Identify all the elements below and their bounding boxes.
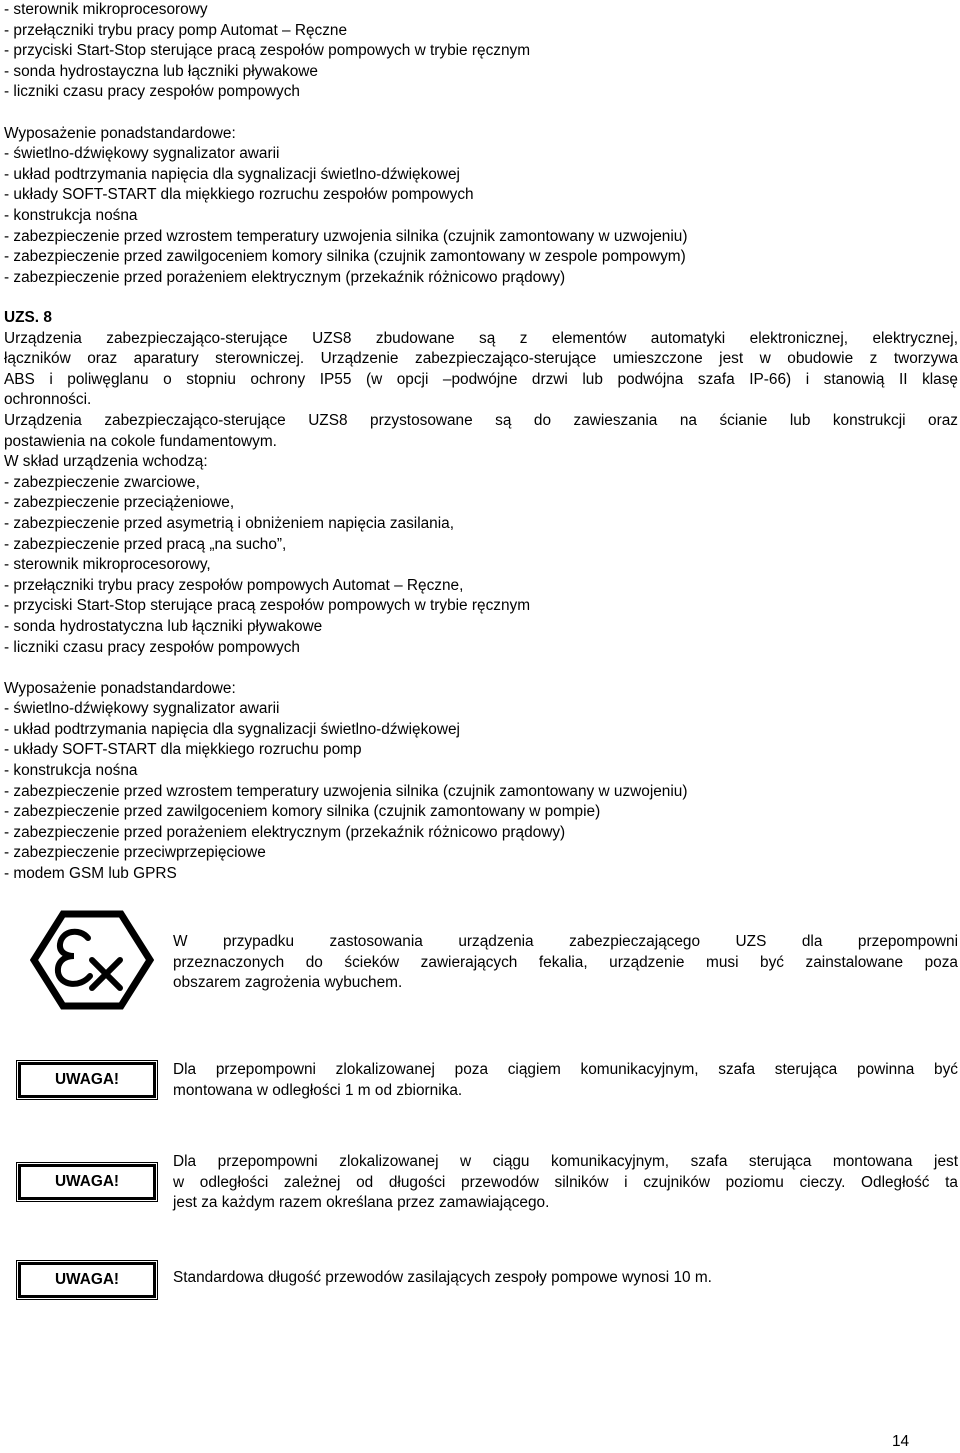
uzs8-section	[4, 308, 958, 885]
list-item: - liczniki czasu pracy zespołów pompowych	[4, 638, 300, 656]
list-item: - układy SOFT-START dla miękkiego rozruchu pomp	[4, 741, 362, 759]
warning-badge: UWAGA!	[18, 1262, 156, 1298]
list-item: - świetlno-dźwiękowy sygnalizator awarii	[4, 700, 280, 718]
warning-badge: UWAGA!	[18, 1164, 156, 1200]
list-item: - modem GSM lub GPRS	[4, 865, 177, 883]
paragraph-line: W przypadku zastosowania urządzenia zabezpieczającego UZS dla przepompowni	[173, 933, 958, 950]
paragraph-line: Dla przepompowni zlokalizowanej w ciągu komunikacyjnym, szafa sterująca montowana jest	[173, 1153, 958, 1170]
list-item: - przełączniki trybu pracy zespołów pompowych Automat – Ręczne,	[4, 576, 464, 594]
paragraph-line: Dla przepompowni zlokalizowanej poza ciągiem komunikacyjnym, szafa sterująca powinna być	[173, 1061, 958, 1078]
list-item: - zabezpieczenie przeciążeniowe,	[4, 494, 235, 512]
paragraph-line: Standardowa długość przewodów zasilających zespoły pompowe wynosi 10 m.	[173, 1269, 712, 1286]
page-number: 14	[892, 1433, 910, 1450]
paragraph-line: ochronności.	[4, 391, 92, 409]
list-item: - sonda hydrostatyczna lub łączniki pływakowe	[4, 617, 323, 635]
composition-heading: W skład urządzenia wchodzą:	[4, 453, 208, 471]
list-item: - układ podtrzymania napięcia dla sygnalizacji świetlno-dźwiękowej	[4, 165, 460, 183]
list-item: - przyciski Start-Stop sterujące pracą zespołów pompowych w trybie ręcznym	[4, 597, 531, 615]
ex-atex-hexagon-icon	[30, 910, 154, 1010]
paragraph-line: Urządzenia zabezpieczająco-sterujące UZS8 przystosowane są do zawieszania na ścianie lub konstrukcji oraz	[4, 411, 958, 429]
paragraph-line: przeznaczonych do ścieków zawierających fekalia, urządzenie musi być zainstalowane poza	[173, 953, 958, 971]
paragraph-line: Urządzenia zabezpieczająco-sterujące UZS8 zbudowane są z elementów automatyki elektronicznej, elektrycznej,	[4, 329, 958, 347]
paragraph-line: jest za każdym razem określana przez zamawiającego.	[173, 1194, 550, 1212]
ex-notice-text	[173, 932, 958, 994]
paragraph-line: postawienia na cokole fundamentowym.	[4, 432, 277, 450]
list-item: - zabezpieczenie przed pracą „na sucho”,	[4, 535, 287, 553]
warning-badge: UWAGA!	[18, 1062, 156, 1098]
list-item: - zabezpieczenie przed asymetrią i obniżeniem napięcia zasilania,	[4, 514, 454, 532]
paragraph-line: w odległości zależnej od długości przewodów silników i czujników poziomu cieczy. Odległość ta	[173, 1173, 958, 1191]
list-item: - przyciski Start-Stop sterujące pracą zespołów pompowych w trybie ręcznym	[4, 42, 531, 60]
list-item: - zabezpieczenie przed porażeniem elektrycznym (przekaźnik różnicowo prądowy)	[4, 268, 566, 286]
optional-equipment-heading: Wyposażenie ponadstandardowe:	[4, 679, 236, 697]
warning-text	[173, 1060, 958, 1101]
list-item: - zabezpieczenie zwarciowe,	[4, 473, 200, 491]
paragraph-line: montowana w odległości 1 m od zbiornika.	[173, 1081, 463, 1099]
list-item: - zabezpieczenie przeciwprzepięciowe	[4, 844, 266, 862]
list-item: - zabezpieczenie przed wzrostem temperatury uzwojenia silnika (czujnik zamontowany w uzwojeniu)	[4, 227, 688, 245]
section-heading: UZS. 8	[4, 309, 52, 326]
optional-equipment-heading: Wyposażenie ponadstandardowe:	[4, 124, 236, 142]
paragraph-line: obszarem zagrożenia wybuchem.	[173, 974, 403, 992]
paragraph-line: łączników oraz aparatury sterowniczej. Urządzenie zabezpieczająco-sterujące umieszczone jest w obudowie z tworzywa	[4, 350, 958, 368]
list-item: - układy SOFT-START dla miękkiego rozruchu zespołów pompowych	[4, 186, 474, 204]
list-item: - zabezpieczenie przed zawilgoceniem komory silnika (czujnik zamontowany w pompie)	[4, 803, 601, 821]
list-item: - świetlno-dźwiękowy sygnalizator awarii	[4, 145, 280, 163]
warning-text	[173, 1152, 958, 1214]
list-item: - zabezpieczenie przed porażeniem elektrycznym (przekaźnik różnicowo prądowy)	[4, 823, 566, 841]
paragraph-line: ABS i poliwęglanu o stopniu ochrony IP55 (w opcji –podwójne drzwi lub podwójna szafa IP-66) i stanowią II klasę	[4, 370, 958, 388]
list-item: - sonda hydrostayczna lub łączniki pływakowe	[4, 62, 318, 80]
top-feature-list	[4, 0, 687, 288]
list-item: - liczniki czasu pracy zespołów pompowych	[4, 83, 300, 101]
warning-text	[173, 1268, 958, 1289]
list-item: - konstrukcja nośna	[4, 206, 138, 224]
list-item: - przełączniki trybu pracy pomp Automat – Ręczne	[4, 21, 348, 39]
list-item: - sterownik mikroprocesorowy	[4, 1, 208, 18]
list-item: - sterownik mikroprocesorowy,	[4, 556, 211, 574]
list-item: - zabezpieczenie przed zawilgoceniem komory silnika (czujnik zamontowany w zespole pompowym)	[4, 248, 686, 266]
list-item: - układ podtrzymania napięcia dla sygnalizacji świetlno-dźwiękowej	[4, 720, 460, 738]
list-item: - zabezpieczenie przed wzrostem temperatury uzwojenia silnika (czujnik zamontowany w uzwojeniu)	[4, 782, 688, 800]
list-item: - konstrukcja nośna	[4, 762, 138, 780]
